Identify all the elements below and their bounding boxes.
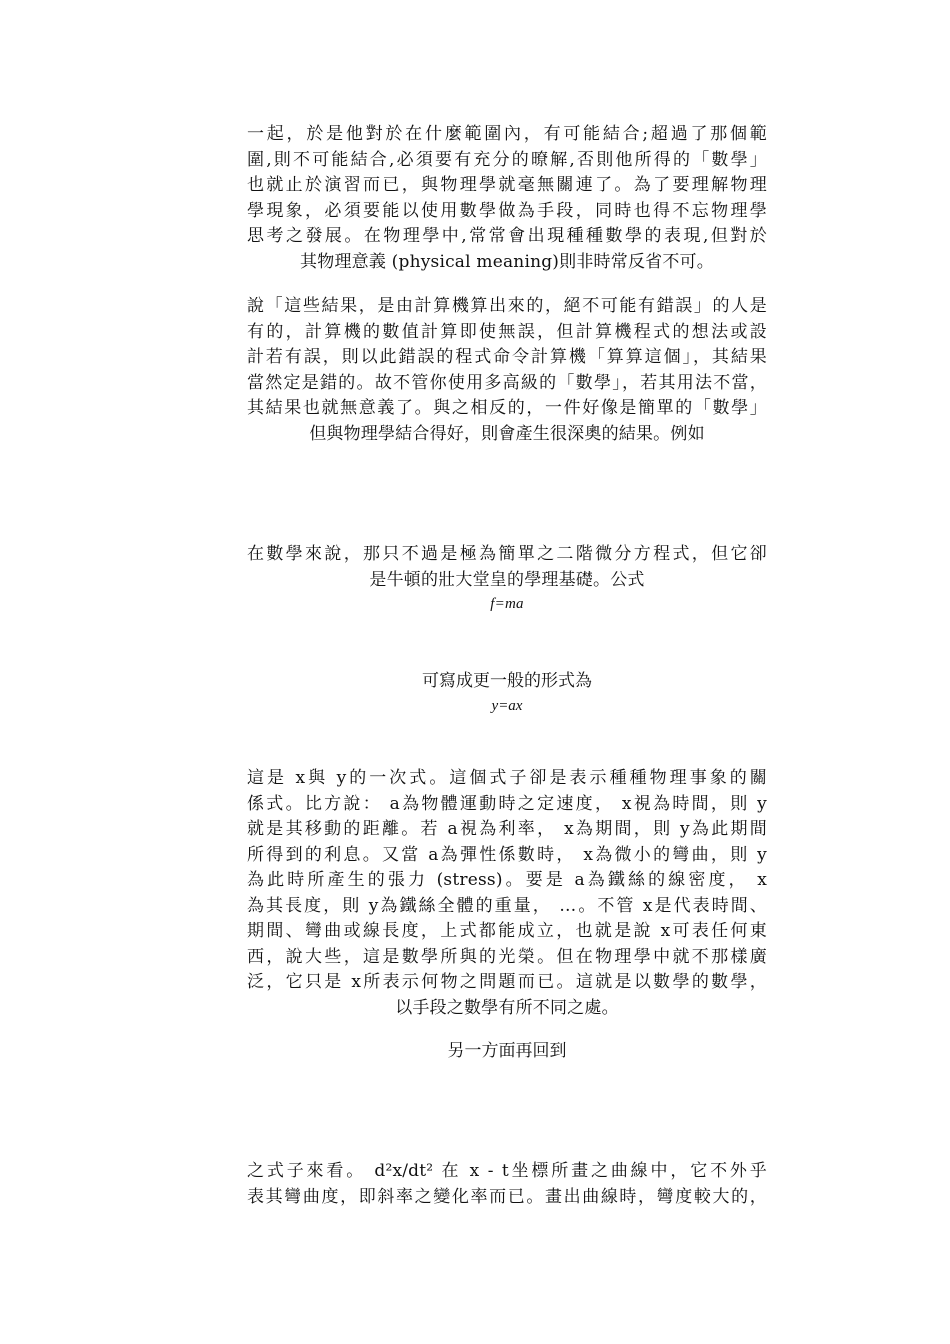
text-line: 為此時所產生的張力 (stress)。要是 a為鐵絲的線密度， x [247,870,767,890]
paragraph-2 [247,294,767,447]
text-line: 可寫成更一般的形式為 [422,671,592,691]
text-line: 為其長度，則 y為鐵絲全體的重量， …。不管 x是代表時間、 [247,895,767,916]
text-line: 這是 x與 y的一次式。這個式子卻是表示種種物理事象的關 [247,768,767,788]
text-line: 所得到的利息。又當 a為彈性係數時， x為微小的彎曲，則 y [247,844,767,865]
text-line: 係式。比方說： a為物體運動時之定速度， x視為時間，則 y [247,793,767,814]
text-line: 之式子來看。 d²x/dt² 在 x - t坐標所畫之曲線中，它不外乎 [247,1161,767,1181]
text-line: 當然定是錯的。故不管你使用多高級的「數學」，若其用法不當， [247,372,767,393]
paragraph-4 [247,669,767,717]
text-line: 但與物理學結合得好，則會產生很深奧的結果。例如 [309,423,705,444]
text-line: 有的，計算機的數值計算即使無誤，但計算機程式的想法或設 [247,321,767,342]
text-line: 在數學來說，那只不過是極為簡單之二階微分方程式，但它卻 [247,544,767,564]
text-line: 其物理意義 (physical meaning)則非時常反省不可。 [300,251,714,272]
text-line: 學現象，必須要能以使用數學做為手段，同時也得不忘物理學 [247,200,767,221]
formula-f-ma: f=ma [490,596,524,612]
text-line: 表其彎曲度，即斜率之變化率而已。畫出曲線時，彎度較大的， [247,1186,767,1207]
text-line: 圍,則不可能結合,必須要有充分的暸解,否則他所得的「數學」 [247,149,767,170]
text-line: 泛，它只是 x所表示何物之問題而已。這就是以數學的數學， [247,972,767,992]
paragraph-3 [247,542,767,615]
paragraph-7 [247,1159,767,1210]
text-line: 計若有誤，則以此錯誤的程式命令計算機「算算這個」，其結果 [247,347,767,367]
paragraph-6 [247,1039,767,1065]
text-line: 其結果也就無意義了。與之相反的，一件好像是簡單的「數學」 [247,398,767,418]
text-line: 是牛頓的壯大堂皇的學理基礎。公式 [369,569,645,590]
text-line: 也就止於演習而已，與物理學就毫無關連了。為了要理解物理 [247,175,767,195]
paragraph-5 [247,766,767,1021]
text-line: 一起，於是他對於在什麼範圍內，有可能結合;超過了那個範 [247,124,767,144]
paragraph-1 [247,122,767,275]
text-line: 西，說大些，這是數學所與的光榮。但在物理學中就不那樣廣 [247,946,767,967]
text-line: 期間、彎曲或線長度，上式都能成立，也就是說 x可表任何東 [247,921,767,941]
text-line: 另一方面再回到 [447,1041,567,1061]
text-line: 就是其移動的距離。若 a視為利率， x為期間，則 y為此期間 [247,819,767,839]
text-line: 思考之發展。在物理學中,常常會出現種種數學的表現,但對於 [247,226,767,246]
text-line: 說「這些結果，是由計算機算出來的，絕不可能有錯誤」的人是 [247,296,767,316]
formula-y-ax: y=ax [491,697,523,714]
text-line: 以手段之數學有所不同之處。 [395,997,619,1018]
